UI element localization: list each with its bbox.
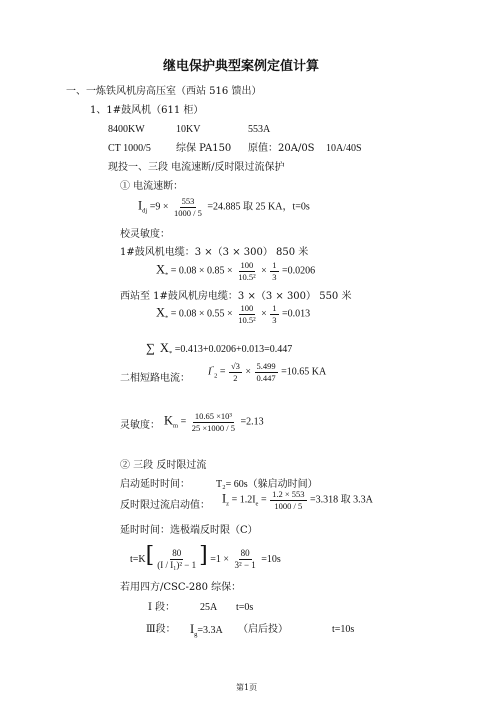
formula-numerator: 10.65 ×10³ bbox=[194, 411, 232, 421]
formula-eq: =9 × bbox=[147, 201, 172, 213]
formula-lhs: X bbox=[156, 262, 166, 277]
check-sensitivity-label: 校灵敏度： bbox=[120, 229, 170, 240]
stage1-value: 25A bbox=[200, 602, 218, 613]
formula-lhs-sub: g bbox=[194, 631, 198, 638]
sensitivity-label: 灵敏度： bbox=[120, 420, 160, 431]
start-delay-value: T₂= 60s（躲启动时间） bbox=[216, 479, 318, 490]
formula-result: =3.318 取 3.3A bbox=[307, 494, 373, 506]
formula-denominator: 2 bbox=[233, 372, 238, 383]
formula-result: =0.413+0.0206+0.013=0.447 bbox=[172, 344, 293, 355]
formula-denominator: 3 bbox=[272, 271, 277, 282]
formula-denominator: 10.5² bbox=[238, 314, 256, 325]
param-current: 553A bbox=[248, 124, 271, 135]
formula-numerator: 80 bbox=[172, 548, 182, 559]
formula-lhs-sub: * bbox=[165, 271, 169, 279]
formula-lhs: I bbox=[222, 491, 227, 506]
formula-lhs-sub: z bbox=[226, 500, 230, 508]
subsection-heading: 1、1#鼓风机（611 柜） bbox=[90, 105, 204, 116]
stage3-time: t=10s bbox=[332, 624, 355, 635]
param-power: 8400KW bbox=[108, 124, 145, 135]
formula-eq2: = bbox=[258, 494, 270, 506]
formula-denominator: 0.447 bbox=[256, 372, 276, 383]
formula-eq-sub: e bbox=[255, 500, 259, 508]
stage1-label: Ⅰ 段： bbox=[148, 602, 176, 613]
param-original-value: 原值：20A/0S bbox=[248, 143, 315, 154]
formula-result: =24.885 取 25 KA，t=0s bbox=[204, 201, 310, 213]
formula-numerator: 1 bbox=[272, 303, 277, 313]
sum-symbol: ∑ bbox=[146, 341, 155, 355]
short-circuit-label: 二相短路电流： bbox=[120, 373, 190, 384]
formula-denominator: 25 ×1000 / 5 bbox=[191, 422, 236, 433]
inverse-start-label: 反时限过流启动值： bbox=[120, 500, 210, 511]
formula-numerator: 5.499 bbox=[256, 361, 276, 371]
formula-numerator: 100 bbox=[240, 260, 254, 270]
formula-lhs-sub: 2 bbox=[214, 372, 218, 380]
formula-lhs: I bbox=[190, 622, 195, 636]
formula-numerator: √3 bbox=[230, 361, 240, 371]
formula-lhs: X bbox=[156, 305, 166, 320]
csc-label: 若用四方/CSC-280 综保： bbox=[120, 582, 242, 593]
stage3-note: （启后投） bbox=[238, 624, 288, 635]
formula-result: =10.65 KA bbox=[278, 366, 327, 378]
formula-lhs-sub: * bbox=[168, 350, 173, 357]
cable-2-line: 西站至 1#鼓风机房电缆：3 ×（3 × 300） 550 米 bbox=[120, 291, 352, 302]
formula-denominator: (I / I₁)² − 1 bbox=[157, 560, 197, 571]
param-protection: 综保 PA150 bbox=[176, 143, 232, 154]
formula-lhs-sup: ″ bbox=[211, 364, 215, 372]
stage3-value bbox=[190, 623, 223, 639]
param-ct: CT 1000/5 bbox=[108, 143, 151, 154]
formula-cable-1: $X_* = 0.08 \times 0.85$ × $\frac{100}{\text{10.5²}}$ × $\frac{1}{3}$ =0.0206 bbox=[156, 260, 316, 282]
formula-numerator: 1.2 × 553 bbox=[272, 489, 305, 499]
formula-lhs: I bbox=[208, 366, 212, 378]
formula-denominator: 1000 / 5 bbox=[174, 207, 202, 218]
stage3-label: Ⅲ段： bbox=[146, 624, 176, 635]
formula-sum bbox=[146, 342, 292, 358]
formula-eq: = 0.08 × 0.85 × bbox=[168, 265, 236, 277]
formula-lhs-sub: m bbox=[173, 422, 179, 430]
formula-numerator: 1 bbox=[272, 260, 277, 270]
formula-result: =2.13 bbox=[238, 416, 264, 428]
formula-inverse-start bbox=[222, 490, 373, 510]
item-instantaneous: ① 电流速断： bbox=[120, 181, 184, 192]
formula-numerator: 553 bbox=[181, 196, 195, 206]
formula-denominator: 3² − 1 bbox=[234, 560, 256, 571]
formula-result: =0.0206 bbox=[279, 265, 316, 277]
formula-numerator: 80 bbox=[240, 548, 250, 559]
formula-lhs: I bbox=[138, 198, 143, 213]
start-delay-label: 启动延时时间： bbox=[120, 479, 190, 490]
formula-instantaneous bbox=[138, 197, 310, 217]
scheme-line: 现投一、三段 电流速断/反时限过流保护 bbox=[108, 162, 285, 173]
item-inverse-time: ② 三段 反时限过流 bbox=[120, 460, 207, 471]
formula-denominator: 3 bbox=[272, 314, 277, 325]
document-title: 继电保护典型案例定值计算 bbox=[163, 59, 320, 74]
formula-eq: = 1.2I bbox=[229, 494, 256, 506]
formula-result: =0.013 bbox=[279, 308, 311, 320]
formula-lhs-sub: * bbox=[165, 314, 169, 322]
formula-lhs: K bbox=[164, 413, 174, 428]
param-original-value-2: 10A/40S bbox=[326, 143, 362, 154]
page-number: 第1页 bbox=[236, 683, 258, 692]
formula-mid: =1 × bbox=[207, 554, 232, 565]
formula-cable-2: $X_* = 0.08 \times 0.55$ × $\frac{100}{\text{10.5²}}$ × $\frac{1}{3}$ =0.013 bbox=[156, 303, 311, 325]
formula-inverse-delay: t=K[ $\frac{80}{\text{(I / I₁)² − 1}}$ ] =1 × $\frac{80}{\text{3² − 1}}$ =10s bbox=[130, 543, 281, 571]
formula-denominator: 1000 / 5 bbox=[274, 500, 303, 511]
formula-eq: = 0.08 × 0.55 × bbox=[168, 308, 236, 320]
param-voltage: 10KV bbox=[176, 124, 201, 135]
formula-sensitivity: $K_m$ = $\frac{\text{10.65 ×10³}}{25 \times 1000 / 5}$ =2.13 bbox=[164, 411, 264, 433]
stage1-time: t=0s bbox=[236, 602, 254, 613]
formula-lhs-sub: dj bbox=[142, 207, 148, 215]
formula-numerator: 100 bbox=[240, 303, 254, 313]
formula-short-circuit: $I''_2$ = $\frac{√3}{2}$ × $\frac{5.499}{0.447}$ =10.65 KA bbox=[208, 361, 327, 383]
delay-label: 延时时间：选极端反时限（C） bbox=[120, 525, 258, 536]
formula-lhs: t=K bbox=[130, 554, 146, 565]
section-heading: 一、一炼铁风机房高压室（西站 516 馈出） bbox=[66, 86, 262, 97]
formula-lhs: X bbox=[159, 341, 169, 355]
cable-1-line: 1#鼓风机电缆：3 ×（3 × 300） 850 米 bbox=[120, 247, 309, 258]
formula-denominator: 10.5² bbox=[238, 271, 256, 282]
stage3-current: =3.3A bbox=[197, 625, 223, 636]
formula-result: =10s bbox=[258, 554, 281, 565]
